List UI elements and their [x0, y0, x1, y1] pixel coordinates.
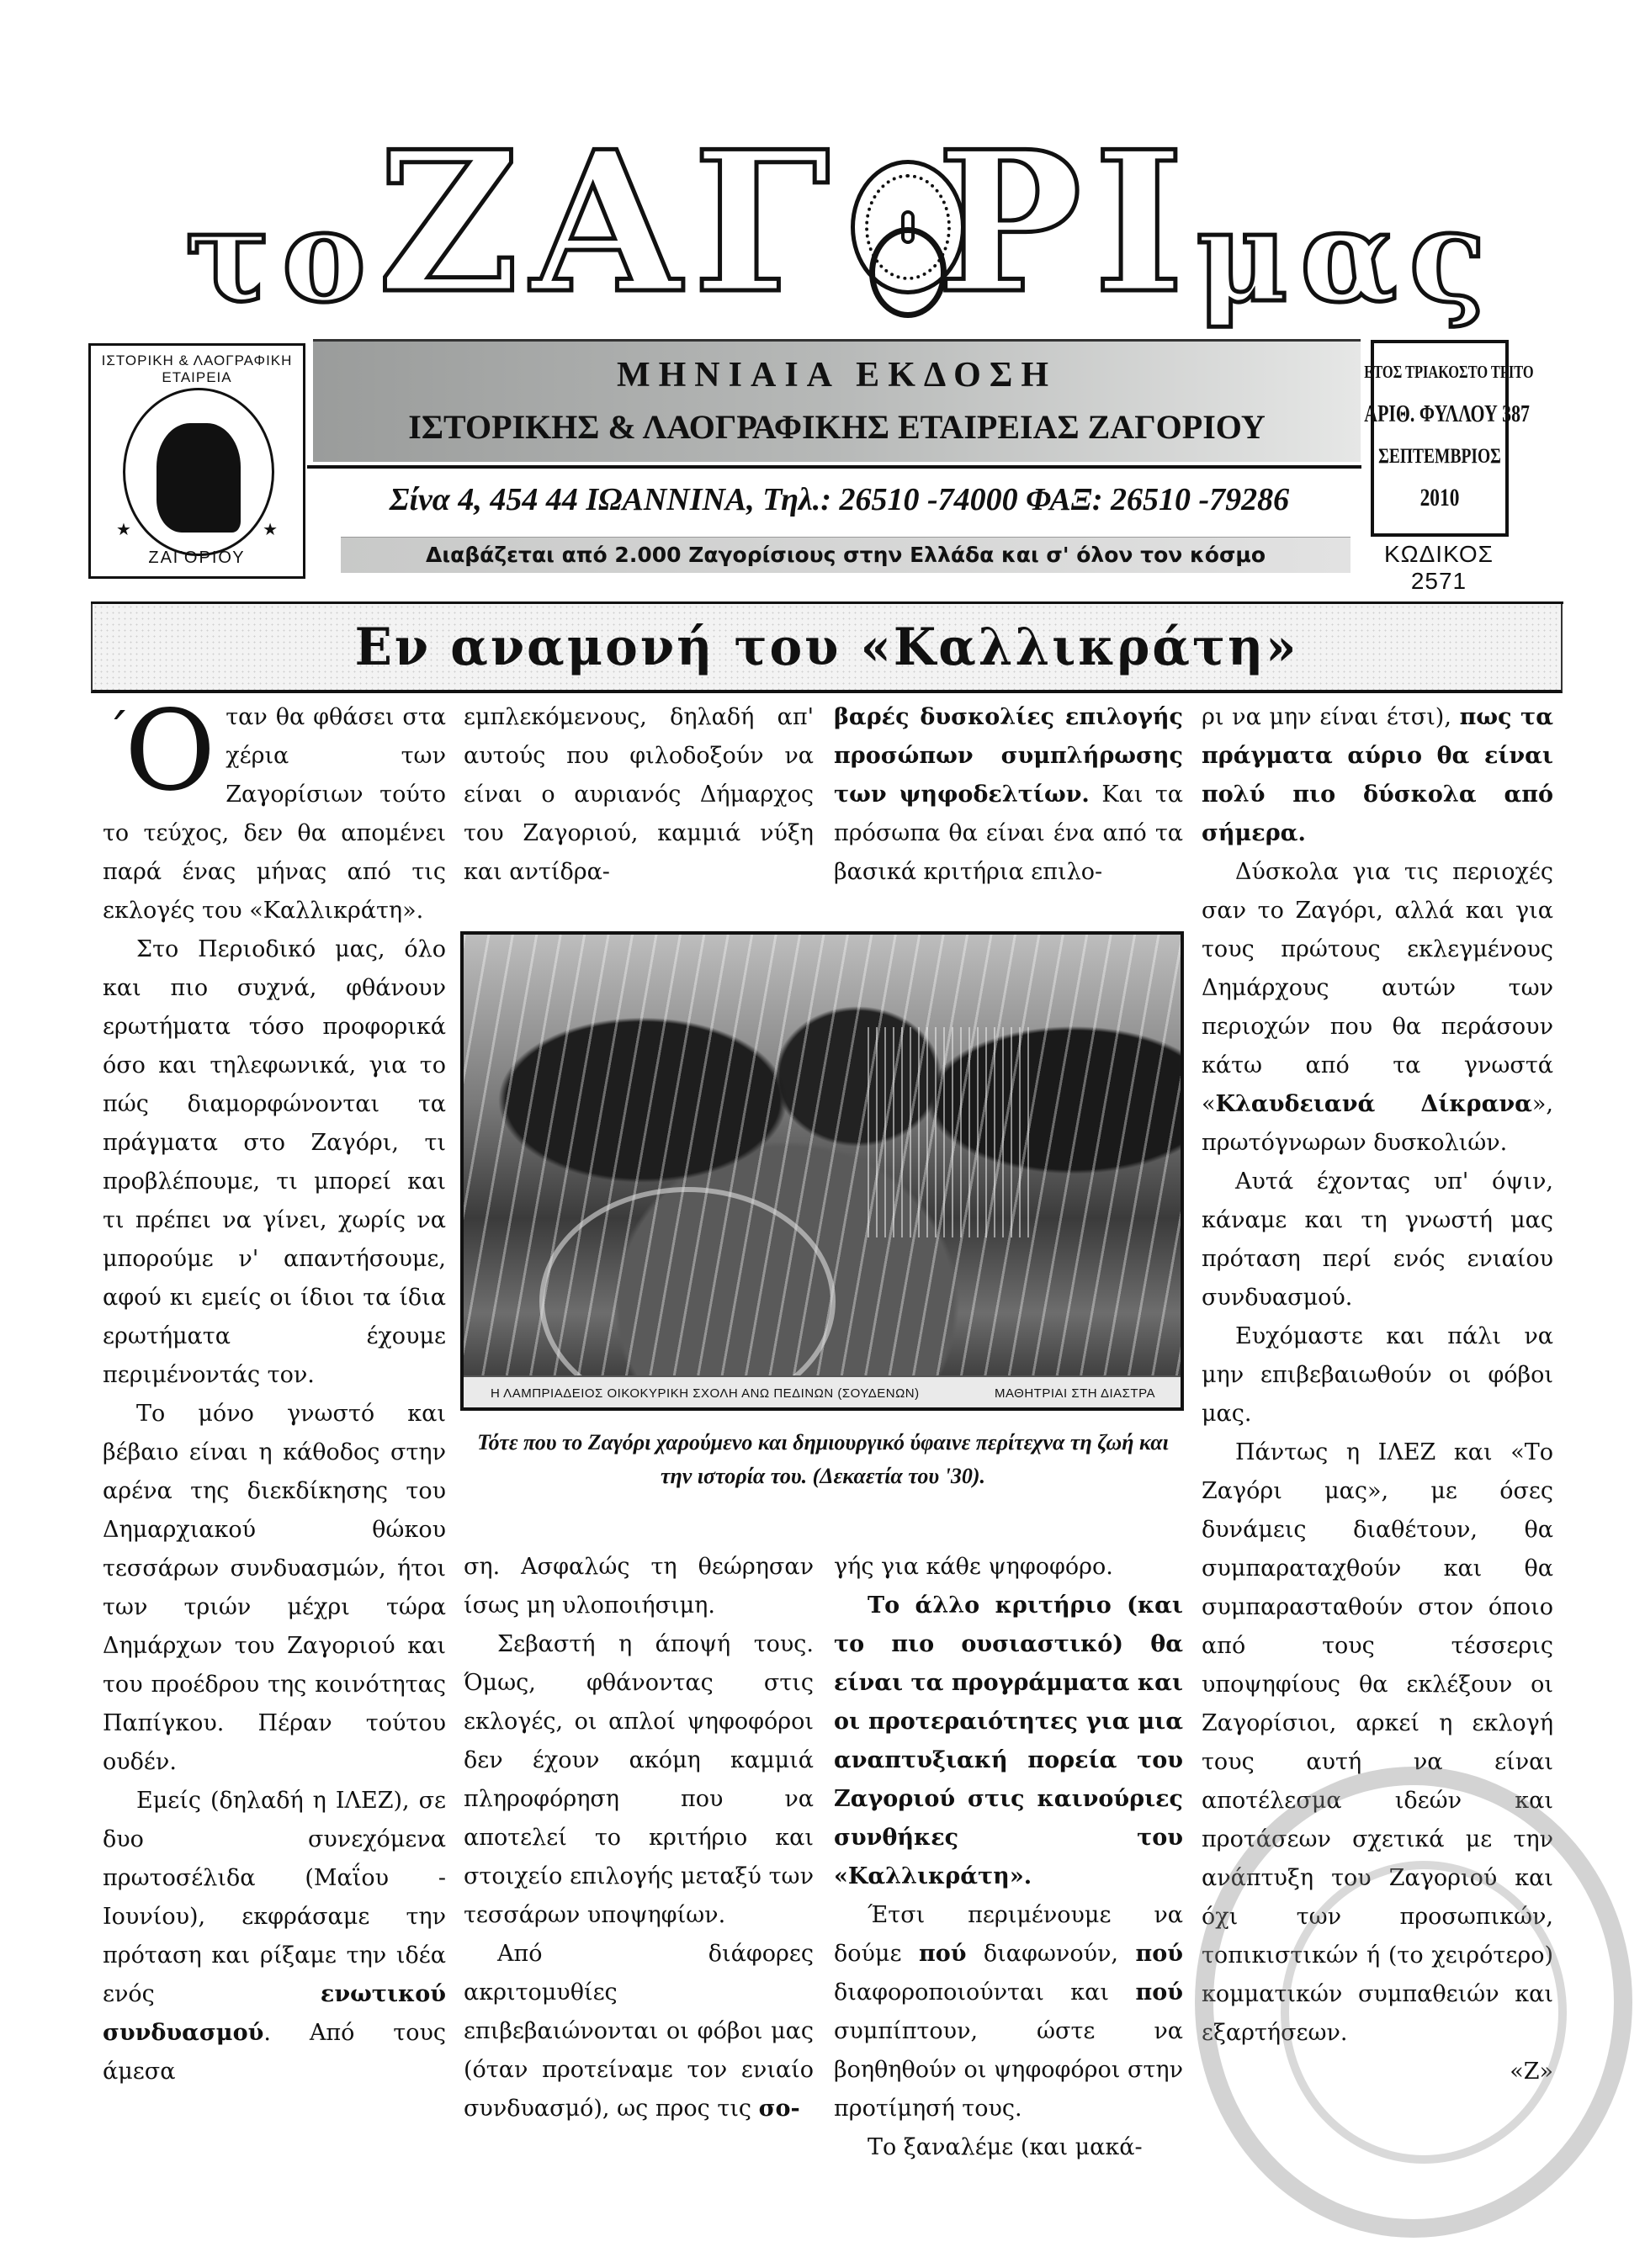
issue-year-label: ΕΤΟΣ ΤΡΙΑΚΟΣΤΟ ΤΡΙΤΟ [1364, 362, 1534, 382]
star-icon: ★ [116, 519, 131, 539]
paragraph-text: γής για κάθε ψηφοφόρο. [834, 1554, 1113, 1580]
logo-ring-text-top: ΙΣΤΟΡΙΚΗ & ΛΑΟΓΡΑΦΙΚΗ ΕΤΑΙΡΕΙΑ [101, 352, 293, 385]
banner-publisher: ΙΣΤΟΡΙΚΗΣ & ΛΑΟΓΡΑΦΙΚΗΣ ΕΤΑΙΡΕΙΑΣ ΖΑΓΟΡΙΟΥ [408, 408, 1266, 446]
readership-text: Διαβάζεται από 2.000 Ζαγορίσιους στην Ελλάδα και σ' όλον τον κόσμο [426, 543, 1266, 567]
society-logo [88, 343, 305, 579]
star-icon: ★ [263, 519, 278, 539]
emphasis-text: πως τα πράγματα αύριο θα είναι πολύ πιο δύσκολα από σήμερα. [1202, 704, 1553, 846]
paragraph-text: Το μόνο γνωστό και βέβαιο είναι η κάθοδος στην αρένα της διεκδίκησης του Δημαρχιακού θώκου τεσσάρων συνδυασμών, ήτοι των τριών μέχρι τώρα Δημάρχων του Ζαγοριού και του προέδρου της κοινότητας Παπίγκου. Πέραν τούτου ουδέν. [103, 1401, 446, 1775]
article-column-4: ρι να μην είναι έτσι), πως τα πράγματα αύριο θα είναι πολύ πιο δύσκολα από σήμερα. Δύσκολα για τις περιοχές σαν το Ζαγόρι, αλλά και για τους πρώτους εκλεγμένους Δημάρχους αυτών των περιοχών που θα περάσουν κάτω από τα γνωστά «Κλαυδειανά Δίκρανα», πρωτόγνωρων δυσκολιών. Αυτά έχοντας υπ' όψιν, κάναμε και τη γνωστή μας πρόταση περί ενός ενιαίου συνδυασμού. Ευχόμαστε και πάλι να μην επιβεβαιωθούν οι φόβοι μας. Πάντως η ΙΛΕΖ και «Το Ζαγόρι μας», με όσες δυνάμεις διαθέτουν, θα συμπαραταχθούν και θα συμπαρασταθούν στον όποιο από τους τέσσερις υποψηφίους θα εκλέξουν οι Ζαγορίσιοι, αρκεί η εκλογή τους αυτή να είναι αποτέλεσμα ιδεών και προτάσεων σχετικά με την ανάπτυξη του Ζαγοριού και όχι των προσωπικών, τοπικιστικών ή (το χειρότερο) κομματικών συμπαθειών και εξαρτήσεων. «Ζ» [1202, 698, 1553, 2091]
article-column-3-bottom [834, 1548, 1183, 2167]
photo-inline-caption-right: ΜΑΘΗΤΡΙΑΙ ΣΤΗ ΔΙΑΣΤΡΑ [995, 1386, 1155, 1401]
author-signature: «Ζ» [1510, 2059, 1553, 2085]
banner-monthly-edition: ΜΗΝΙΑΙΑ ΕΚΔΟΣΗ [617, 356, 1057, 395]
issue-month: ΣΕΠΤΕΜΒΡΙΟΣ [1378, 445, 1501, 468]
paragraph-text: Το ξαναλέμε (και μακά- [868, 2134, 1143, 2160]
loom-threads-shape [868, 1027, 1036, 1237]
logo-ring-text-bottom: ΖΑΓΟΡΙΟΥ [148, 548, 246, 567]
issue-sheet-number: ΑΡΙΘ. ΦΥΛΛΟΥ 387 [1364, 401, 1530, 427]
paragraph-text: Ευχόμαστε και πάλι να μην επιβεβαιωθούν οι φόβοι μας. [1202, 1323, 1553, 1427]
paragraph-text: Πάντως η ΙΛΕΖ και «Το Ζαγόρι μας», με όσες δυνάμεις διαθέτουν, θα συμπαραταχθούν και θα συμπαρασταθούν στον όποιο από τους τέσσερις υποψηφίους θα εκλέξουν οι Ζαγορίσιοι, αρκεί η εκλογή τους αυτή να είναι αποτέλεσμα ιδεών και προτάσεων σχετικά με την ανάπτυξη του Ζαγοριού και όχι των προσωπικών, τοπικιστικών ή (το χειρότερο) κομματικών συμπαθειών και εξαρτήσεων. [1202, 1439, 1553, 2046]
paragraph: Έτσι περιμένουμε να δούμε πού διαφωνούν, πού διαφοροποιούνται και πού συμπίπτουν, ώστε να βοηθηθούν οι ψηφοφόροι στην προτίμησή τους. [834, 1902, 1183, 2122]
article-column-2-bottom [464, 1548, 814, 2128]
masthead-word-zag: ΖΑΓ [377, 109, 842, 336]
article-column-3-top: βαρές δυσκολίες επιλογής προσώπων συμπλήρωσης των ψηφοδελτίων. Και τα πρόσωπα θα είναι ένα από τα βασικά κριτήρια επιλο- [834, 704, 1183, 885]
paragraph-text: ταν θα φθάσει στα χέρια των Ζαγορίσιων τούτο το τεύχος, δεν θα απομένει παρά ένας μήνας από τις εκλογές του «Καλλικράτη». [103, 704, 446, 924]
divider [307, 465, 1361, 469]
article-column-2-top [464, 698, 814, 892]
paragraph-text: Σεβαστή η άποψή τους. Όμως, φθάνοντας στις εκλογές, οι απλοί ψηφοφόροι δεν έχουν ακόμη καμμιά πληροφόρηση που να αποτελεί το κριτήριο και στοιχείο επιλογής μεταξύ των τεσσάρων υποψηφίων. [464, 1631, 814, 1928]
paragraph: Εμείς (δηλαδή η ΙΛΕΖ), σε δυο συνεχόμενα πρωτοσέλιδα (Μαΐου - Ιουνίου), εκφράσαμε την πρόταση και ρίξαμε την ιδέα ενός ενωτικού συνδυασμού. Από τους άμεσα [103, 1788, 446, 2085]
portrait-icon [157, 423, 241, 533]
article-column-1 [103, 686, 446, 2091]
paragraph-text: Αυτά έχοντας υπ' όψιν, κάναμε και τη γνωστή μας πρόταση περί ενός ενιαίου συνδυασμού. [1202, 1168, 1553, 1311]
paragraph: Από διάφορες ακριτομυθίες επιβεβαιώνονται οι φόβοι μας (όταν προτείναμε τον ενιαίο συνδυασμό), ως προς τις σο- [464, 1941, 814, 2122]
issue-info-box [1364, 340, 1534, 537]
paragraph-text: Στο Περιοδικό μας, όλο και πιο συχνά, φθάνουν ερωτήματα τόσο προφορικά όσο και τηλεφωνικά, για το πώς διαμορφώνονται τα πράγματα στο Ζαγόρι, τι προβλέπουμε, τι μπορεί και τι πρέπει να γίνει, χωρίς να μπορούμε ν' απαντήσουμε, αφού κι εμείς οι ίδιοι τα ίδια ερωτήματα έχουμε περιμένοντάς τον. [103, 936, 446, 1388]
issue-year: 2010 [1419, 484, 1460, 511]
paragraph: Δύσκολα για τις περιοχές σαν το Ζαγόρι, αλλά και για τους πρώτους εκλεγμένους Δημάρχους αυτών των περιοχών που θα περάσουν κάτω από τα γνωστά «Κλαυδειανά Δίκρανα», πρωτόγνωρων δυσκολιών. [1202, 859, 1553, 1156]
emphasis-text: βαρές δυσκολίες επιλογής προσώπων συμπλήρωσης των ψηφοδελτίων. [834, 704, 1183, 808]
masthead-title [185, 109, 1498, 336]
emphasis-text: Το άλλο κριτήριο (και το πιο ουσιαστικό) θα είναι τα προγράμματα και οι προτεραιότητες για μια αναπτυξιακή πορεία του Ζαγοριού στις καινούριες συνθήκες του «Καλλικράτη». [834, 1592, 1183, 1889]
emphasis-text: σο- [758, 2096, 800, 2122]
masthead-word-ri: ΡΙ [936, 109, 1197, 336]
emphasis-text: ενωτικού συνδυασμού [103, 1981, 446, 2046]
publication-code: ΚΩΔΙΚΟΣ 2571 [1384, 541, 1494, 594]
masthead-word-to: το [185, 183, 378, 331]
emphasis-text: Κλαυδειανά Δίκρανα [1215, 1091, 1532, 1117]
door-knocker-icon [851, 160, 928, 320]
drop-cap: ΄ Ο [104, 686, 216, 816]
paragraph-text: ση. Ασφαλώς τη θεώρησαν ίσως μη υλοποιήσιμη. [464, 1554, 814, 1619]
weaving-school-photo [460, 931, 1184, 1411]
publisher-banner [313, 339, 1361, 462]
publisher-address: Σίνα 4, 454 44 ΙΩΑΝΝΙΝΑ, Τηλ.: 26510 -74000 ΦΑΞ: 26510 -79286 [389, 482, 1290, 517]
readership-strip [341, 537, 1350, 573]
headline-box [91, 604, 1563, 693]
paragraph-text: εμπλεκόμενους, δηλαδή απ' αυτούς που φιλοδοξούν να είναι ο αυριανός Δήμαρχος του Ζαγοριού, καμμιά νύξη και αντίδρα- [464, 704, 814, 885]
photo-inline-caption-left: Η ΛΑΜΠΡΙΑΔΕΙΟΣ ΟΙΚΟΚΥΡΙΚΗ ΣΧΟΛΗ ΑΝΩ ΠΕΔΙΝΩΝ (ΣΟΥΔΕΝΩΝ) [491, 1386, 920, 1401]
article-headline: Εν αναμονή του «Καλλικράτη» [354, 617, 1299, 677]
photo-caption: Τότε που το Ζαγόρι χαρούμενο και δημιουργικό ύφαινε περίτεχνα τη ζωή και την ιστορία του. (Δεκαετία του '30). [477, 1430, 1169, 1488]
masthead-word-mas: μας [1196, 183, 1498, 331]
